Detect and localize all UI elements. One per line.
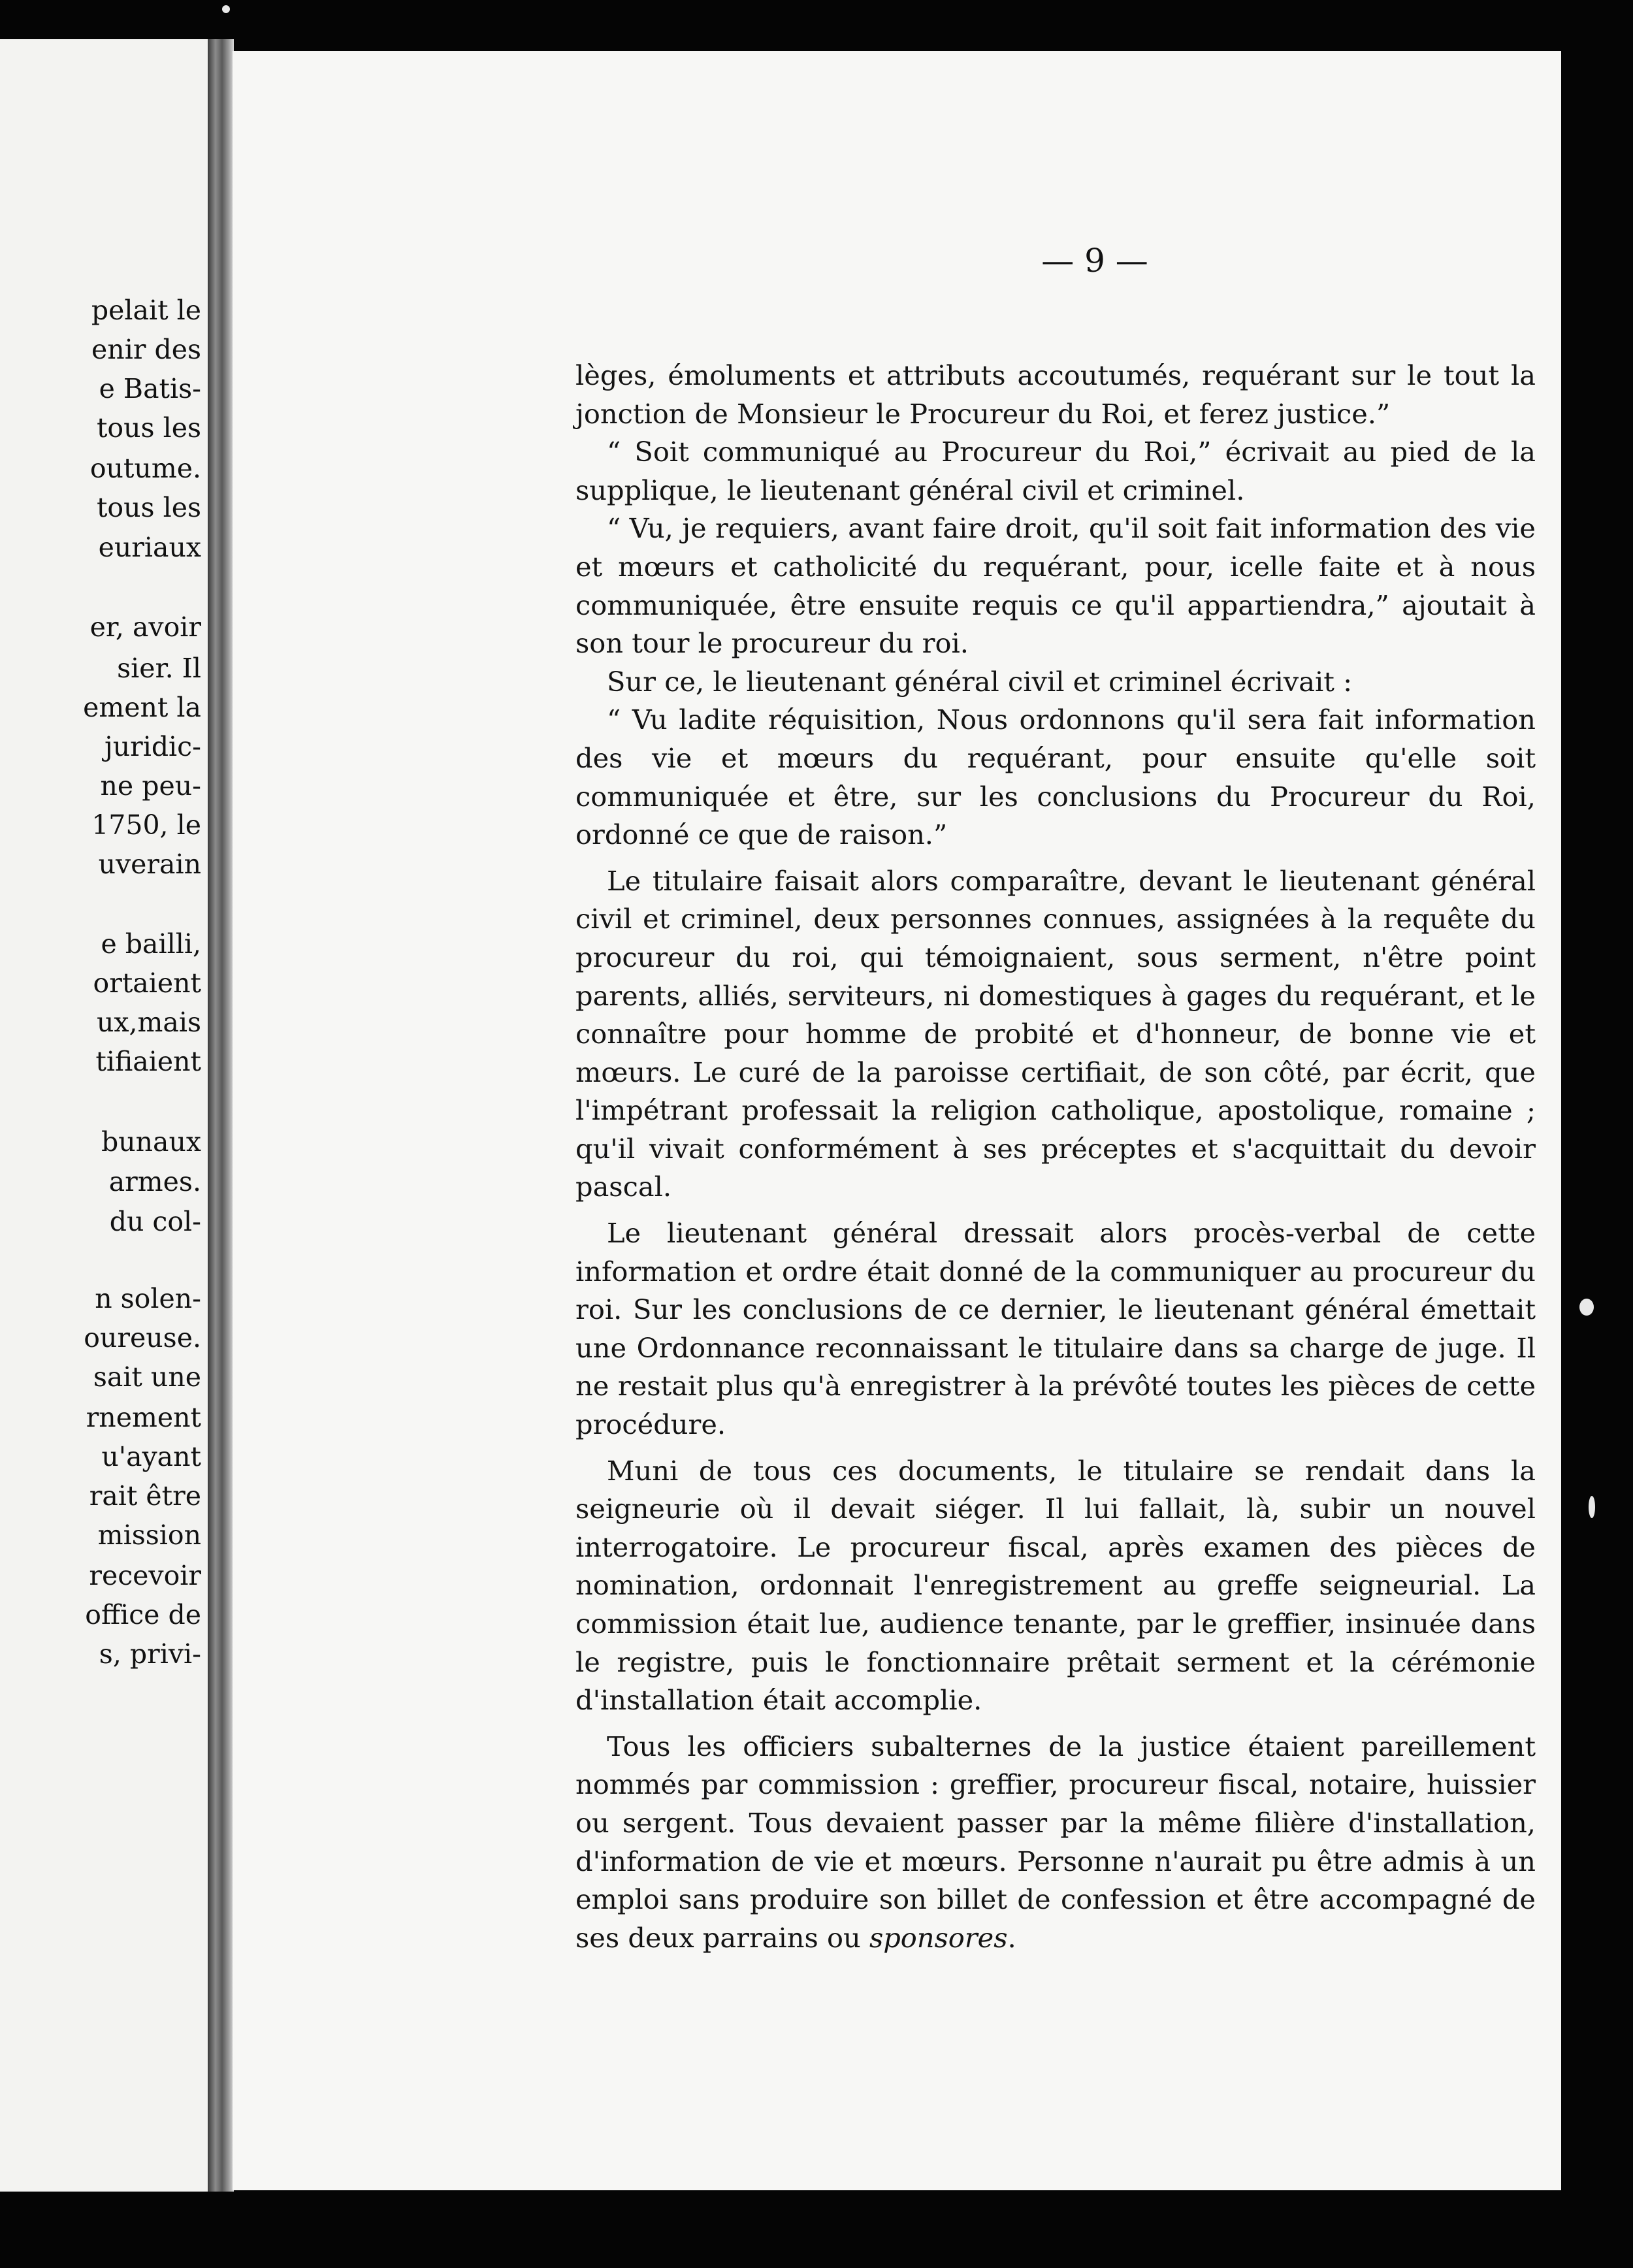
page-body-text <box>575 357 1536 1957</box>
italic-term: sponsores <box>869 1921 1008 1954</box>
scan-speck <box>222 5 230 13</box>
left-page-line: juridic- <box>104 731 201 762</box>
left-page-line: n solen- <box>95 1283 201 1314</box>
left-page-line: oureuse. <box>84 1322 201 1353</box>
left-page-line: bunaux <box>101 1126 201 1158</box>
left-page-line: er, avoir <box>89 611 201 643</box>
left-page-line: sait une <box>93 1361 201 1393</box>
left-page-line: tous les <box>96 492 201 523</box>
page-number: — 9 — <box>1041 242 1148 280</box>
left-page-line: rnement <box>86 1402 201 1433</box>
left-page-line: sier. Il <box>117 653 201 684</box>
paragraph-2: “ Soit communiqué au Procureur du Roi,” écrivait au pied de la supplique, le lieutenant général civil et criminel. <box>575 436 1536 506</box>
left-page-line: armes. <box>108 1166 201 1197</box>
left-page-line: enir des <box>91 334 201 365</box>
left-page-line: ement la <box>83 692 201 723</box>
left-page-line: recevoir <box>89 1560 201 1591</box>
paragraph-8: Muni de tous ces documents, le titulaire se rendait dans la seigneurie où il devait siéger. Il lui fallait, là, subir un nouvel interrogatoire. Le procureur fiscal, après examen des pièces de nomination, ordonnait l'enregistrement au greffe seigneurial. La commission était lue, audience tenante, par le greffier, insinuée dans le registre, puis le fonctionnaire prêtait serment et la cérémonie d'installation était accomplie. <box>575 1454 1536 1717</box>
left-page-line: pelait le <box>91 295 201 326</box>
left-page-line: e bailli, <box>101 928 201 960</box>
book-gutter <box>208 39 234 2192</box>
left-page-line: tifiaient <box>95 1046 201 1077</box>
paragraph-9-text: Tous les officiers subalternes de la justice étaient pareillement nommés par commission : greffier, procureur fiscal, notaire, huissier ou sergent. Tous devaient passer par la même filière d'installation, d'information de vie et mœurs. Personne n'aurait pu être admis à un emploi sans produire son billet de confession et être accompagné de ses deux parrains ou <box>575 1730 1536 1954</box>
scan-speck <box>1579 1299 1594 1316</box>
scan-speck <box>1589 1496 1595 1518</box>
left-page-line: u'ayant <box>101 1441 201 1472</box>
left-page-line: s, privi- <box>99 1638 201 1670</box>
current-page <box>233 51 1561 2190</box>
left-page-line: ux,mais <box>96 1007 201 1038</box>
left-page-line: ortaient <box>93 967 201 999</box>
left-page-line: euriaux <box>98 532 201 563</box>
left-page-line: rait être <box>89 1480 201 1512</box>
closing-period: . <box>1007 1921 1016 1954</box>
left-page-line: uverain <box>98 849 201 880</box>
paragraph-1: lèges, émoluments et attributs accoutumés, requérant sur le tout la jonction de Monsieur le Procureur du Roi, et ferez justice.” <box>575 359 1536 430</box>
previous-page-fragment <box>0 39 210 2192</box>
paragraph-3: “ Vu, je requiers, avant faire droit, qu'il soit fait information des vie et mœurs et catholicité du requérant, pour, icelle faite et à nous communiquée, être ensuite requis ce qu'il appartiendra,” ajoutait à son tour le procureur du roi. <box>575 512 1536 660</box>
left-page-line: mission <box>97 1519 201 1551</box>
paragraph-5: “ Vu ladite réquisition, Nous ordonnons qu'il sera fait information des vie et mœurs du requérant, pour ensuite qu'elle soit communiquée et être, sur les conclusions du Procureur du Roi, ordonné ce que de raison.” <box>575 704 1536 851</box>
left-page-line: office de <box>85 1599 201 1630</box>
paragraph-6: Le titulaire faisait alors comparaître, devant le lieutenant général civil et criminel, deux personnes connues, assignées à la requête du procureur du roi, qui témoignaient, sous serment, n'être point parents, alliés, serviteurs, ni domestiques à gages du requérant, et le connaître pour homme de probité et d'honneur, de bonne vie et mœurs. Le curé de la paroisse certifiait, de son côté, par écrit, que l'impétrant professait la religion catholique, apostolique, romaine ; qu'il vivait conformément à ses préceptes et s'acquittait du devoir pascal. <box>575 864 1536 1203</box>
paragraph-4: Sur ce, le lieutenant général civil et criminel écrivait : <box>607 665 1353 698</box>
left-page-line: ne peu- <box>100 770 201 802</box>
left-page-line: e Batis- <box>99 373 201 404</box>
left-page-line: tous les <box>96 412 201 444</box>
paragraph-9 <box>575 1728 1536 1958</box>
left-page-line: outume. <box>89 453 201 484</box>
paragraph-7: Le lieutenant général dressait alors procès-verbal de cette information et ordre était donné de la communiquer au procureur du roi. Sur les conclusions de ce dernier, le lieutenant général émettait une Ordonnance reconnaissant le titulaire dans sa charge de juge. Il ne restait plus qu'à enregistrer à la prévôté toutes les pièces de cette procédure. <box>575 1217 1536 1441</box>
left-page-line: du col- <box>109 1206 201 1237</box>
left-page-line: 1750, le <box>91 809 201 841</box>
